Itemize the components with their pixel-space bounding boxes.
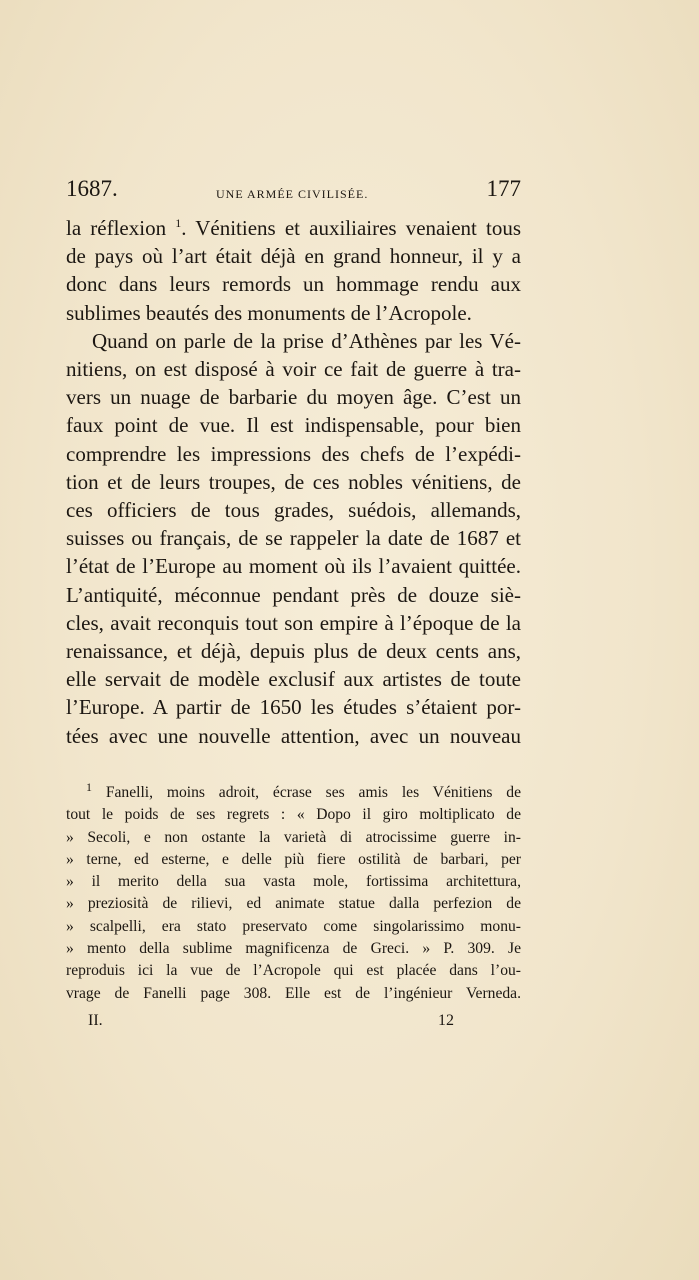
running-title: UNE ARMÉE CIVILISÉE. [216,187,369,201]
footnote-line: » scalpelli, era stato preservato come singolarissimo monu- [66,917,521,935]
text-line: comprendre les impressions des chefs de l’expédi- [66,441,521,466]
running-header [66,176,521,210]
header-year: 1687. [66,176,118,201]
text-line: tées avec une nouvelle attention, avec un nouveau [66,723,521,748]
text-line: cles, avait reconquis tout son empire à l’époque de la [66,610,521,635]
footnote-line: » preziosità de rilievi, ed animate statue dalla perfezion de [66,895,521,913]
text-line: l’Europe. A partir de 1650 les études s’étaient por- [66,695,521,720]
footnote-line: tout le poids de ses regrets : « Dopo il giro moltiplicato de [66,806,521,824]
footnote-line: » il merito della sua vasta mole, fortissima architettura, [66,873,521,891]
text-line: nitiens, on est disposé à voir ce fait de guerre à tra- [66,357,521,382]
text-line: renaissance, et déjà, depuis plus de deux cents ans, [66,639,521,664]
text-line: l’état de l’Europe au moment où ils l’avaient quittée. [66,554,521,579]
text-line: tion et de leurs troupes, de ces nobles vénitiens, de [66,469,521,494]
footnote-line: reproduis ici la vue de l’Acropole qui est placée dans l’ou- [66,962,521,980]
text-line: suisses ou français, de se rappeler la date de 1687 et [66,526,521,551]
text-line: de pays où l’art était déjà en grand honneur, il y a [66,244,521,269]
text-line: sublimes beautés des monuments de l’Acropole. [66,300,472,325]
paragraph-2 [66,327,521,750]
text-line: ces officiers de tous grades, suédois, allemands, [66,498,521,523]
footnote-line: vrage de Fanelli page 308. Elle est de l’ingénieur Verneda. [66,984,521,1002]
page-number: 177 [486,176,521,201]
text-line: faux point de vue. Il est indispensable, pour bien [66,413,521,438]
text-line: vers un nuage de barbarie du moyen âge. C’est un [66,385,521,410]
text-line: L’antiquité, méconnue pendant près de douze siè- [66,582,521,607]
sheet-number: 12 [438,1012,454,1029]
paragraph-1 [66,214,521,327]
footnote [66,779,521,1005]
text-line: donc dans leurs remords un hommage rendu aux [66,272,521,297]
footnote-line: » terne, ed esterne, e delle più fiere ostilità de barbari, per [66,850,521,868]
text-line: Quand on parle de la prise d’Athènes par les Vé- [92,328,521,353]
footnote-reference: 1 [175,216,182,230]
footnote-line: » mento della sublime magnificenza de Greci. » P. 309. Je [66,940,521,958]
volume-mark: II. [88,1012,103,1029]
footnote-line: $^1$ Fanelli, moins adroit, écrase ses amis les Vénitiens de [86,779,521,801]
footnote-marker: 1 [86,779,92,794]
main-text [66,214,521,750]
text-line: elle servait de modèle exclusif aux artistes de toute [66,667,521,692]
text-line: la réflexion $^1$. Vénitiens et auxiliaires venaient tous [66,216,522,240]
footnote-line: » Secoli, e non ostante la varietà di atrocissime guerre in- [66,828,521,846]
